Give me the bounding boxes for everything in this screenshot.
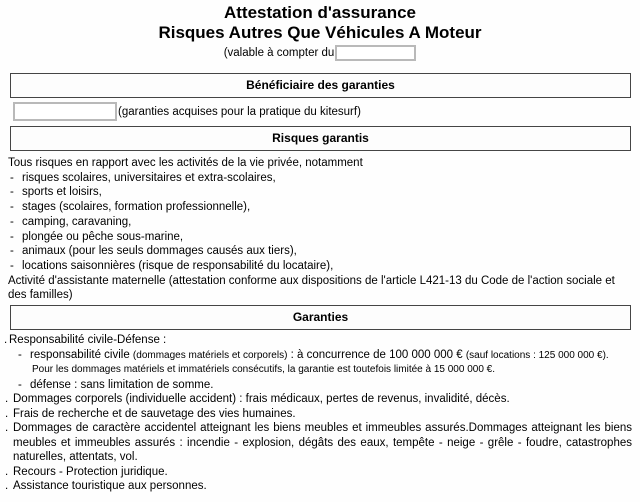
- rc-civile-part-small: (dommages matériels et corporels): [132, 349, 288, 361]
- section-header-risques-label: Risques garantis: [272, 131, 369, 145]
- list-item: [8, 215, 630, 230]
- dash-bullet: -: [10, 259, 14, 272]
- dot-bullet: .: [4, 334, 8, 347]
- dash-bullet: -: [18, 378, 22, 391]
- list-item: [8, 244, 630, 259]
- list-item: [5, 392, 632, 407]
- list-item: [8, 185, 630, 200]
- validity-date-input[interactable]: [335, 45, 416, 61]
- list-item-text: Dommages de caractère accidentel atteignant les biens meubles et immeubles assurés.Dommages atteignant les biens meubles et immeubles assurés : incendie - explosion, dégâts des eaux, tempête - neige - grêle - foudre, catastrophes naturelles, attentats, vol.: [13, 422, 632, 464]
- beneficiary-name-input[interactable]: [13, 102, 117, 121]
- dot-bullet: .: [5, 480, 9, 493]
- risques-body: [8, 156, 630, 303]
- list-item: [8, 171, 630, 186]
- section-header-risques: [10, 126, 631, 151]
- dash-bullet: -: [10, 215, 14, 228]
- list-item: [5, 421, 632, 465]
- dash-bullet: -: [10, 171, 14, 184]
- list-item: [5, 407, 632, 422]
- beneficiary-row: [13, 102, 640, 121]
- garanties-rc-civile-note: Pour les dommages matériels et immatériels consécutifs, la garantie est toutefois limitée à 15 000 000 €.: [32, 364, 496, 376]
- list-item: [5, 479, 632, 494]
- list-item-text: plongée ou pêche sous-marine,: [22, 230, 184, 243]
- validity-label: (valable à compter du: [223, 47, 335, 60]
- list-item-text: camping, caravaning,: [22, 215, 132, 228]
- list-item-text: risques scolaires, universitaires et extra-scolaires,: [22, 171, 276, 184]
- beneficiary-note: (garanties acquises pour la pratique du kitesurf): [118, 105, 361, 118]
- list-item-text: Dommages corporels (individuelle accident) : frais médicaux, pertes de revenus, invalidité, décès.: [13, 393, 510, 406]
- list-item: [8, 200, 630, 215]
- document-title-line2: Risques Autres Que Véhicules A Moteur: [158, 23, 482, 42]
- dot-bullet: .: [5, 393, 9, 406]
- rc-civile-part: : à concurrence de 100 000 000 €: [287, 348, 466, 361]
- dot-bullet: .: [5, 422, 9, 435]
- list-item-text: Frais de recherche et de sauvetage des vies humaines.: [13, 407, 296, 420]
- section-header-beneficiaire-label: Bénéficiaire des garanties: [246, 78, 395, 92]
- list-item-text: animaux (pour les seuls dommages causés aux tiers),: [22, 245, 297, 258]
- validity-row: [0, 45, 640, 65]
- dash-bullet: -: [10, 245, 14, 258]
- section-header-garanties-label: Garanties: [292, 310, 349, 325]
- rc-defense-text: défense : sans limitation de somme.: [30, 378, 214, 391]
- dash-bullet: -: [10, 186, 14, 199]
- rc-civile-part: responsabilité civile: [30, 348, 133, 361]
- list-item-text: locations saisonnières (risque de responsabilité du locataire),: [22, 259, 334, 272]
- garanties-rc-title-text: Responsabilité civile-Défense :: [9, 334, 167, 347]
- garanties-body: [5, 333, 632, 494]
- garanties-rc-civile-line: [5, 348, 632, 364]
- garanties-rc-title: [5, 333, 632, 348]
- rc-civile-part-small: (sauf locations : 125 000 000 €).: [465, 349, 609, 361]
- dot-bullet: .: [5, 407, 9, 420]
- list-item-text: stages (scolaires, formation professionnelle),: [22, 201, 251, 214]
- list-item: [8, 230, 630, 245]
- risques-outro: Activité d'assistante maternelle (attestation conforme aux dispositions de l'article L421-13 du Code de l'action sociale et des familles): [8, 274, 615, 302]
- dash-bullet: -: [10, 230, 14, 243]
- list-item-text: sports et loisirs,: [22, 186, 102, 199]
- list-item-text: Assistance touristique aux personnes.: [13, 480, 207, 493]
- section-header-garanties: [10, 305, 631, 330]
- list-item: [8, 259, 630, 274]
- dot-bullet: .: [5, 465, 9, 478]
- dash-bullet: -: [18, 348, 22, 361]
- risques-intro: Tous risques en rapport avec les activités de la vie privée, notamment: [8, 157, 363, 169]
- list-item-text: Recours - Protection juridique.: [13, 465, 168, 478]
- list-item: [5, 465, 632, 480]
- document-title-line1: Attestation d'assurance: [223, 3, 417, 22]
- dash-bullet: -: [10, 201, 14, 214]
- section-header-beneficiaire: [10, 73, 631, 98]
- garanties-rc-defense-line: [5, 378, 632, 393]
